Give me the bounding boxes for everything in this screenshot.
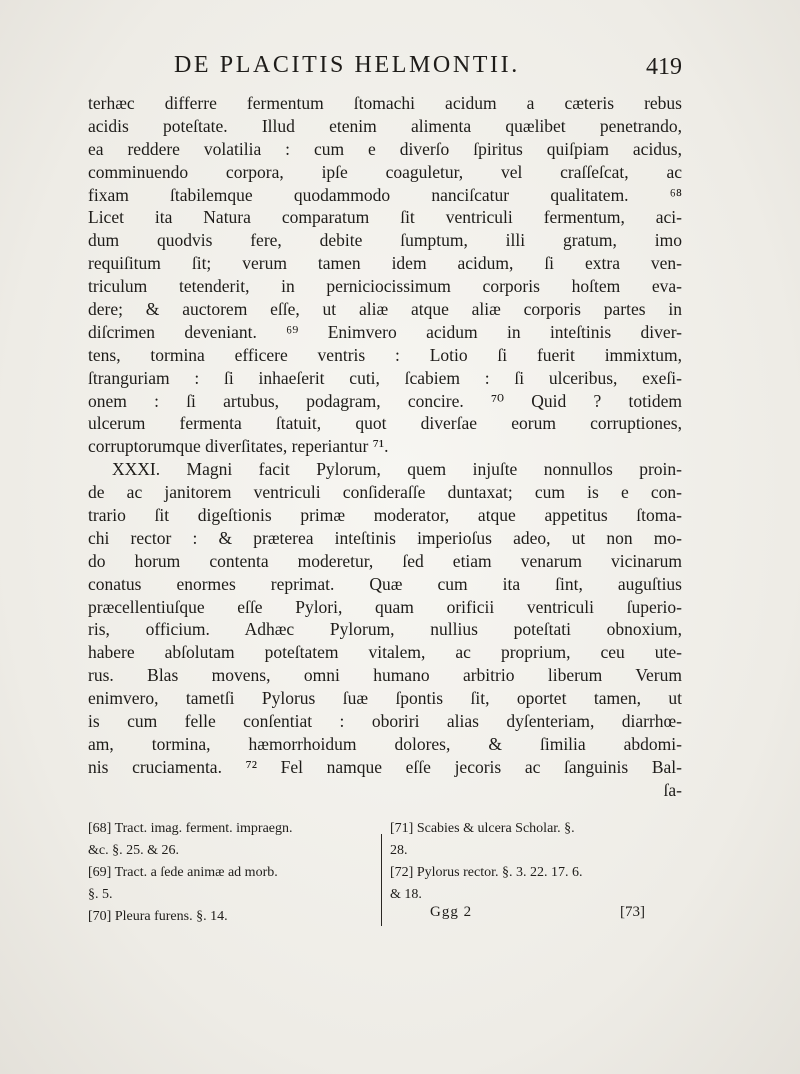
section-start-line: XXXI. Magni facit Pylorum, quem injuſte nonnullos proin-	[112, 459, 682, 480]
text-line: terhæc differre fermentum ſtomachi acidum a cæteris rebus	[88, 93, 682, 113]
footnote-line: §. 5.	[88, 887, 113, 902]
text-line: triculum tetenderit, in perniciocissimum corporis hoſtem eva-	[88, 276, 682, 297]
text-line: diſcrimen deveniant. ⁶⁹ Enimvero acidum in inteſtinis diver-	[88, 321, 682, 342]
footnotes	[88, 818, 682, 924]
catchword: [73]	[620, 904, 645, 920]
footnotes-left-column	[88, 818, 376, 928]
text-line: comminuendo corpora, ipſe coaguletur, vel craſſeſcat, ac	[88, 161, 682, 182]
footnote-line: [72] Pylorus rector. §. 3. 22. 17. 6.	[390, 865, 583, 880]
footnote-line: [69] Tract. a ſede animæ ad morb.	[88, 865, 278, 880]
text-line: fixam ſtabilemque quodammodo nanciſcatur qualitatem. ⁶⁸	[88, 184, 682, 205]
footnote-line: 28.	[390, 843, 408, 858]
text-line: enimvero, tametſi Pylorus ſuæ ſpontis ſit, oportet tamen, ut	[88, 688, 682, 709]
text-line: am, tormina, hæmorrhoidum dolores, & ſimilia abdomi-	[88, 733, 682, 754]
footnote-line: & 18.	[390, 887, 422, 902]
footnote-line: [71] Scabies & ulcera Scholar. §.	[390, 821, 575, 836]
text-line: rus. Blas movens, omni humano arbitrio liberum Verum	[88, 665, 682, 686]
text-line: ſtranguriam : ſi inhaeſerit cuti, ſcabiem : ſi ulceribus, exeſi-	[88, 367, 682, 388]
signature-mark: Ggg 2	[430, 904, 473, 920]
text-line: Licet ita Natura comparatum ſit ventriculi fermentum, aci-	[88, 207, 682, 228]
text-line: do horum contenta moderetur, ſed etiam venarum vicinarum	[88, 550, 682, 571]
text-line: dum quodvis fere, debite ſumptum, illi gratum, imo	[88, 230, 682, 251]
text-line: habere abſolutam poteſtatem vitalem, ac proprium, ceu ute-	[88, 642, 682, 663]
text-line: ulcerum fermenta ſtatuit, quot diverſae eorum corruptiones,	[88, 413, 682, 434]
text-line: onem : ſi artubus, podagram, concire. ⁷⁰ Quid ? totidem	[88, 390, 682, 411]
text-line: chi rector : & præterea inteſtinis imperioſus adeo, ut non mo-	[88, 527, 682, 548]
text-line: dere; & auctorem eſſe, ut aliæ atque aliæ corporis partes in	[88, 299, 682, 320]
footnote-line: [70] Pleura furens. §. 14.	[88, 909, 228, 924]
text-line: nis cruciamenta. ⁷² Fel namque eſſe jecoris ac ſanguinis Bal-	[88, 756, 682, 777]
text-line: is cum felle conſentiat : oboriri alias dyſenteriam, diarrhœ-	[88, 711, 682, 732]
page-number: 419	[646, 54, 682, 80]
text-line: tens, tormina efficere ventris : Lotio ſi fuerit immixtum,	[88, 344, 682, 365]
text-line: de ac janitorem ventriculi conſideraſſe duntaxat; cum is e con-	[88, 482, 682, 503]
text-line: conatus enormes reprimat. Quæ cum ita ſint, auguſtius	[88, 573, 682, 594]
page-header	[88, 52, 682, 82]
text-line: ea reddere volatilia : cum e diverſo ſpiritus quiſpiam acidus,	[88, 138, 682, 159]
text-line: requiſitum ſit; verum tamen idem acidum, ſi extra ven-	[88, 253, 682, 274]
footnote-line: &c. §. 25. & 26.	[88, 843, 179, 858]
running-head: DE PLACITIS HELMONTII.	[174, 52, 520, 78]
text-line: ris, officium. Adhæc Pylorum, nullius poteſtati obnoxium,	[88, 619, 682, 640]
body-text	[88, 92, 682, 802]
text-line: præcellentiuſque eſſe Pylori, quam orificii ventriculi ſuperio-	[88, 596, 682, 617]
text-line: acidis poteſtate. Illud etenim alimenta quælibet penetrando,	[88, 115, 682, 136]
footnote-line: [68] Tract. imag. ferment. impraegn.	[88, 821, 293, 836]
text-line: ſa-	[663, 779, 682, 800]
text-line: trario ſit digeſtionis primæ moderator, atque appetitus ſtoma-	[88, 505, 682, 526]
footnotes-right-column	[390, 818, 682, 906]
footnote-divider	[381, 834, 382, 926]
text-line: corruptorumque diverſitates, reperiantur ⁷¹.	[88, 436, 389, 457]
